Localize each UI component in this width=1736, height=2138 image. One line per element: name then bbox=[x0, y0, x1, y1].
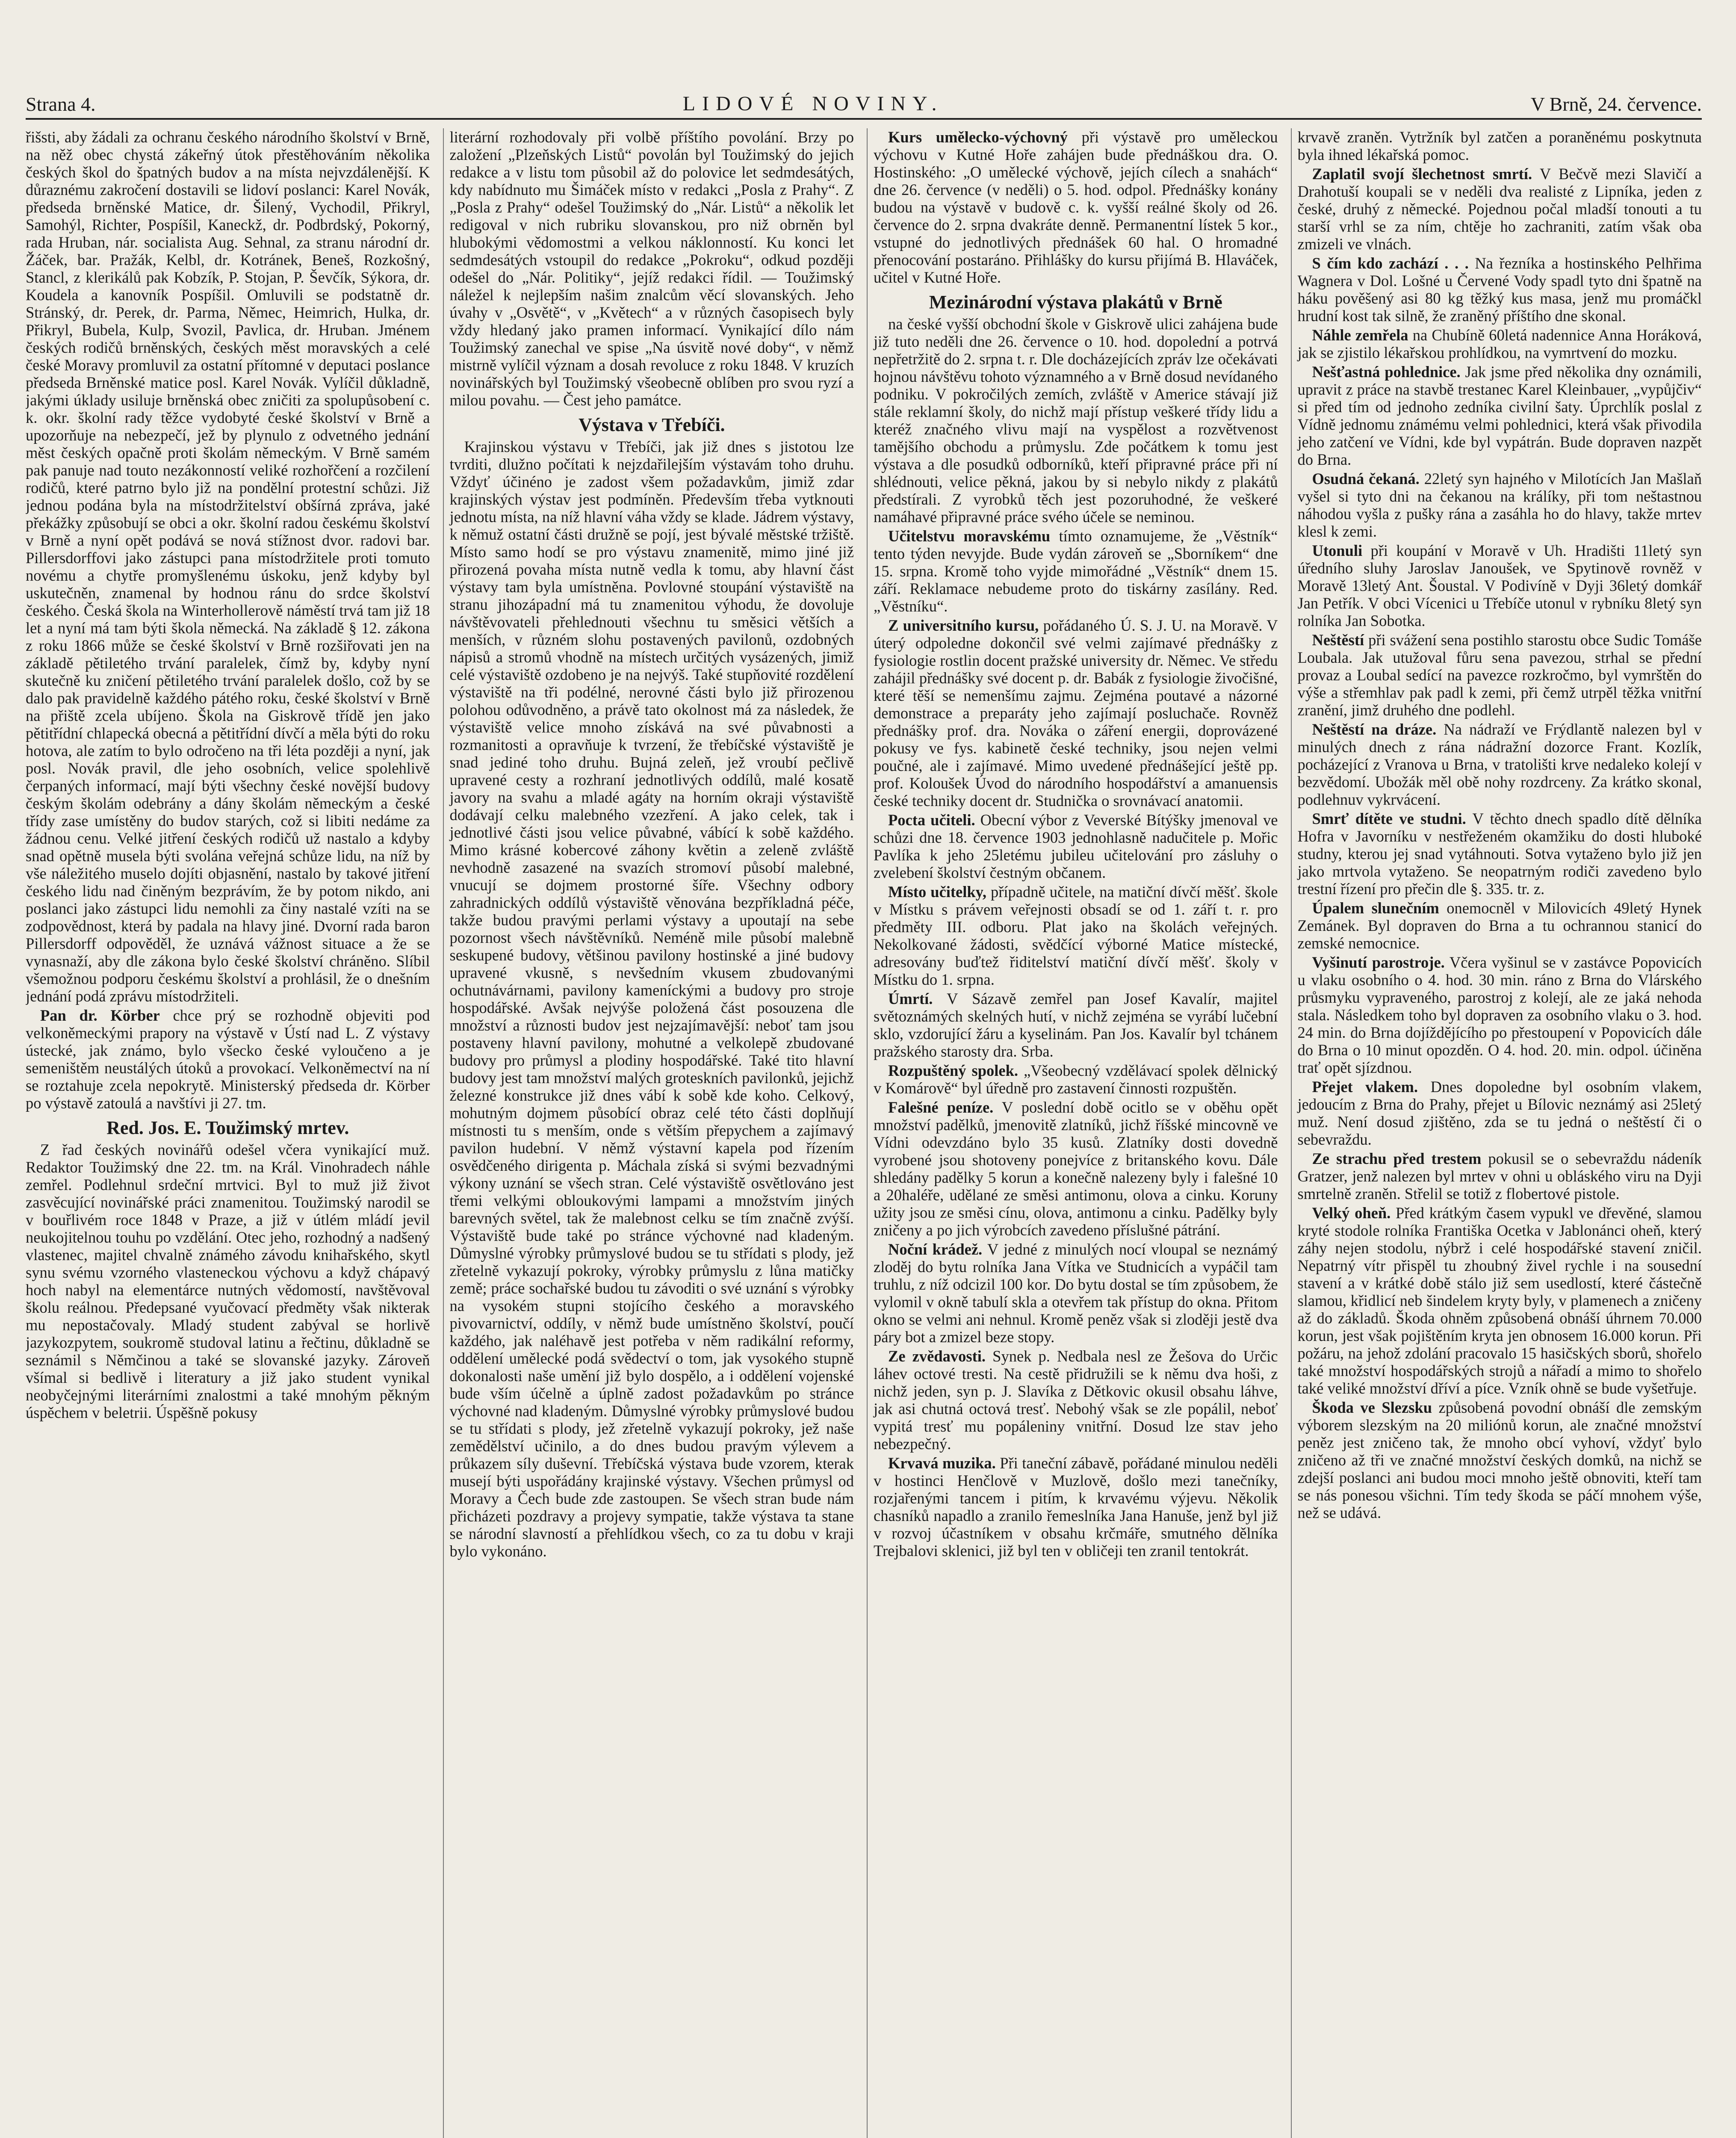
text-nestesti: při svážení sena postihlo starostu obce Sudic Tomáše Loubala. Jak utužoval fůru sena pavezou, strhal se přední provaz a Loubal sedící na pavezce rozkročmo, byl vymrštěn do výše a střemhlav pak padl k zemi, při čemž utrpěl těžka vnitřní zranění, jimž druhého dne podlehl. bbox=[1297, 631, 1702, 719]
heading-skoda: Škoda ve Slezsku bbox=[1312, 1399, 1432, 1416]
article-pocta bbox=[874, 811, 1278, 881]
article-nestesti-draze bbox=[1298, 721, 1702, 808]
column-2 bbox=[443, 128, 854, 2138]
article-krvava-cont: krvavě zraněn. Vytržník byl zatčen a poraněnému poskytnuta byla ihned lékařská pomoc. bbox=[1297, 128, 1702, 163]
article-vystava-trebic: Krajinskou výstavu v Třebíči, jak již dnes s jistotou lze tvrditi, dlužno počítati k nejzdařilejším výstavám toho druhu. Vždyť účinéno je zadost všem požadavkům, jimiž zdar krajinských výstav jest podmíněn. Především třeba vytknouti jednotu místa, na níž hlavní váha vždy se klade. Jádrem výstavy, k němuž ostatní části družně se pojí, jest bývalé městské tržiště. Místo samo hodí se pro výstavu znamenitě, mimo jiné již přirozená povaha místa nutně vedla k tomu, aby hlavní část výstavy tam byla umístněna. Povlovné stoupání výstaviště na stranu jihozápadní má tu znamenitou výhodu, že dovoluje návštěvovateli přehlednouti všechnu tu směsici větších a menších, v různém slohu postavených pavilonů, ozdobných nápisů a stromů vhodně na místech určitých vysázených, jimiž celé výstaviště ozdobeno je na nejvýš. Také stupňovité rozdělení výstaviště na tři podélné, nerovné části bylo již přirozenou polohou odůvodněno, a právě tato okolnost má za následek, že výstaviště velice mnoho získává na své půvabnosti a rozmanitosti a opravňuje k tvrzení, že třebíčské výstaviště je snad jediné toho druhu. Bujná zeleň, jež vroubí pečlivě upravené cesty a rozhraní jednotlivých oddílů, malé kosatě javory na svahu a mladé agáty na horním okraji výstaviště dodávají celku malebného vzezření. A jako celek, tak i jednotlivé části jsou velice půvabné, vábící k sobě každého. Mimo krásné kobercové záhony květin a zeleně zvláště nevhodně zasazené na svazích stromoví působí malebné, vnucují se dojmem prostorné šíře. Všechny odbory zahradnických oddílů výstaviště věnována bezpříkladná péče, takže budou pravými perlami výstavy a upoutají na sebe pozornost všech návštěvníků. Neméně mile působí malebně seskupené budovy, většinou pavilony hostinské a jiné budovy upravené vkusně, s nevšedním vkusem zbudovanými ochutnávárnami, pavilony kameníckými a budovy pro stroje hospodářské. Avšak nejvýše položená část posouzena dle množství a různosti budov jest nejzajímavější: neboť tam jsou postaveny hlavní pavilony, mohutné a velkolepě zbudované budovy pro průmysl a plodiny hospodářské. Také tito hlavní budovy jest tam množství malých groteskních pavilonků, jejichž železné konstrukce již dnes vábí k sobě kde koho. Celkový, mohutným dojmem působící obraz celé této části doplňují místnosti tu s menším, onde s větším přepychem a zajímavý pavilon hudební. V němž výstavní kapela pod řízením osvědčeného dirigenta p. Máchala získá si svými bezvadnými výkony uznání se všech stran. Celé výstaviště osvětlováno jest třemi velkými obloukovými lampami a množstvím jiných barevných světel, tak že malebnost celku se tím značně zvýší. Výstaviště bude také po stránce výchovné nad kladeným. Důmyslné výrobky průmyslové budou se tu střídati s plody, jež zřetelně vykazují pokroky, výrobky průmyslu z lůna matičky země; práce sochařské budou tu závoditi o své uznání s výrobky na vysokém stupni stojícího českého a moravského pivovarnictví, oddíly, v němž bude umístněno školství, poučí každého, jak naléhavě jest potřeba v něm radikální reformy, oddělení umělecké podá svědectví o tom, jak vysokého stupně dokonalosti naše umění již bylo dospělo, a i oddělení vojenské bude vším účelně a úplně zadost požadavkům po stránce výchovné nad kladeným. Důmyslné výrobky průmyslové budou se tu střídati s plody, jež zřetelně vykazují pokroky, jež naše zemědělství učinilo, a do dnes budou pravým výlevem a průkazem síly duševní. Třebíčská výstava bude vzorem, kterak musejí býti uspořádány krajinské výstavy. Všechen průmysl od Moravy a Čech bude zde zastoupen. Se všech stran bude nám přicházeti pozdravy a projevy sympatie, takže výstava ta stane se národní slavností a přehlídkou všech, co za tu dobu v kraji bylo vykonáno. bbox=[449, 438, 854, 1560]
page-header bbox=[26, 86, 1702, 120]
text-falesne: V poslední době ocitlo se v oběhu opět množství padělků, jmenovitě zlatníků, jichž říšské mincovně ve Vídni odevzdáno bylo 35 kusů. Zlatníky dosti dovedně vyrobené jsou shotoveny ponejvíce z britanského kovu. Dále shledány padělky 5 korun a konečně nalezeny byly i falešné 10 a 20haléře, udělané ze směsi antimonu, olova a cinku. Koruny užity jsou ze směsi cínu, olova, antimonu a cinku. Padělky byly zničeny a po jich výrobcích zavedeno příslušné pátrání. bbox=[874, 1099, 1278, 1239]
article-krvava bbox=[874, 1454, 1278, 1559]
text-osudna: 22letý syn hajného v Milotících Jan Mašlaň vyšel si tyto dni na čekanou na králíky, při tom neštastnou náhodou vyšla z pušky rána a zasáhla ho do hlavy, takže mrtev klesl k zemi. bbox=[1297, 470, 1702, 540]
heading-universitni: Z universitního kursu, bbox=[888, 617, 1039, 634]
article-universitni bbox=[874, 617, 1278, 809]
text-velky-ohen: Před krátkým časem vypukl ve dřevěné, slamou kryté stodole rolníka Františka Ocetka v Jablonánci oheň, který záhy nejen stodolu, nýbrž i celé hospodářské stavení zničil. Nepatrný vítr přispěl tu zhoubný živel rychle i na sousední stavení a v krátké době stálo již sem usedlostí, které částečně slamou, křidlicí neb šindelem kryty byly, v plamenech a zničeny až do základů. Škoda ohněm způsobená obnáší úhrnem 70.000 korun, jest však pojištěním kryta jen obnosem 16.000 korun. Při požáru, na jehož zdolání pracovalo 15 hasičských sborů, shořelo také množství hospodářských strojů a nářadí a mimo to shořelo také veliké množství dříví a píce. Vzník ohně se bude vyšetřuje. bbox=[1297, 1204, 1702, 1397]
article-nestastna bbox=[1298, 363, 1702, 468]
article-ucitelstvu bbox=[874, 527, 1278, 615]
heading-krvava: Krvavá muzika. bbox=[888, 1454, 996, 1472]
heading-vystava-trebic: Výstava v Třebíči. bbox=[578, 414, 725, 435]
article-skoda bbox=[1298, 1399, 1702, 1521]
heading-zaplatil: Zaplatil svojí šlechetnost smrtí. bbox=[1312, 165, 1532, 183]
article-korber bbox=[26, 1007, 430, 1112]
heading-nestesti: Neštěstí bbox=[1312, 631, 1364, 649]
heading-kurs: Kurs umělecko-výchovný bbox=[888, 128, 1068, 146]
text-smrt: V těchto dnech spadlo dítě dělníka Hofra v Javorníku v nestřeženém okamžiku do dosti hluboké studny, kterou jej snad vytáhnouti. Sotva vytaženo bylo již jen jako mrtvola vytaženo. Se neopatrným rodiči zavedeno bylo trestní řízení pro přečin dle §. 335. tr. z. bbox=[1297, 810, 1702, 898]
heading-nestastna: Nešťastná pohlednice. bbox=[1312, 363, 1461, 381]
text-rozpusteny: „Všeobecný vzdělávací spolek dělnický v Komárově“ byl úředně pro zastavení činnosti rozpuštěn. bbox=[874, 1062, 1278, 1097]
text-prejet: Dnes dopoledne byl osobním vlakem, jedoucím z Brna do Prahy, přejet u Bílovic neznámý asi 25letý muž. Není dosud zjištěno, zda se tu jedná o neštěstí či o sebevraždu. bbox=[1297, 1078, 1702, 1148]
heading-vysinuti: Vyšinutí parostroje. bbox=[1312, 954, 1445, 971]
heading-mezinarodni: Mezinárodní výstava plakátů v Brně bbox=[929, 292, 1222, 313]
article-falesne bbox=[874, 1099, 1278, 1239]
article-vysinuti bbox=[1298, 954, 1702, 1076]
text-nestesti-draze: Na nádraží ve Frýdlantě nalezen byl v minulých dnech z rána nádražní dozorce Frant. Kozlík, pocházející z Vranova u Brna, v tratolišti krve nedaleko kolejí v bezvědomí. Ubožák měl obě nohy rozdrceny. Za krátko skonal, podlehnuv vykrvácení. bbox=[1297, 721, 1702, 808]
article-osudna bbox=[1298, 470, 1702, 540]
text-misto: případně učitele, na matiční dívčí měšť. škole v Místku s právem veřejnosti obsadí se od 1. září t. r. pro předměty III. odboru. Plat jako na školách veřejných. Nekolkované žádosti, svědčící výborné Matice místecké, adresovány buďtež řiditelství matiční dívčí měšť. školy v Místku do 1. srpna. bbox=[874, 883, 1278, 988]
text-universitni: pořádaného Ú. S. J. U. na Moravě. V úterý odpoledne dokončil své velmi zajímavé přednášky z fysiologie rostlin docent pražské university dr. Němec. Ve středu zahájil přednášky své docent p. dr. Babák z fysiologie živočišné, které těší se nemenšímu zajmu. Zejména poutavé a názorné demonstrace a preparáty jeho zajímají posluchače. Rovněž přednášky prof. dra. Nováka o záření energii, doprovázené pokusy ve fys. kabinetě české techniky, jsou nejen velmi poučné, ale i zajímavé. Mimo uvedené přednášející ještě pp. prof. Koloušek Úvod do národního hospodářství a amanuensis české techniky docent dr. Studnička o srovnávací anatomii. bbox=[874, 617, 1278, 809]
article-touzimsky: Z řad českých novinářů odešel včera vynikající muž. Redaktor Toužimský dne 22. tm. na Král. Vinohradech náhle zemřel. Podlehnul srdeční mrtvici. Byl to muž již život zasvěcující novinářské práci znamenitou. Toužimský narodil se v bouřlivém roce 1848 v Praze, a již v útlém mládí jevil neukojitelnou touhu po vzdělání. Otec jeho, rozhodný a nadšený vlastenec, majitel chvalně známého závodu knihařského, skytl synu svému vzorného vlasteneckou výchovu a když chápavý hoch nabyl na elementárce nutných vědomostí, navštěvoval školu reálnou. Předepsané vyučovací předměty však nikterak mu nepostačovaly. Mladý student zabýval se horlivě jazykozpytem, soukromě studoval latinu a řečtinu, důkladně se seznámil s Němčinou a také se slovanské jazyky. Zároveň všímal si bedlivě i literatury a již jako student vynikal neobyčejnými literárními znalostmi a také mnohým pěkným úspěchem v beletrii. Úspěšně pokusy bbox=[26, 1141, 430, 1421]
heading-touzimsky: Red. Jos. E. Toužimský mrtev. bbox=[106, 1117, 349, 1138]
article-cim bbox=[1298, 254, 1702, 325]
heading-pocta: Pocta učiteli. bbox=[888, 811, 975, 829]
text-cim: Na řezníka a hostinského Pelhřima Wagnera v Dol. Lošné u Červené Vody spadl tyto dni špatně na háku pověšený asi 80 kg těžký kus masa, jenž mu promáčkl hrudní kost tak silně, že zraněný příštího dne skonal. bbox=[1297, 254, 1702, 325]
column-3 bbox=[867, 128, 1278, 2138]
heading-nestesti-draze: Neštěstí na dráze. bbox=[1312, 721, 1437, 738]
heading-ucitelstvu: Učitelstvu moravskému bbox=[888, 527, 1051, 545]
text-zvedavosti: Synek p. Nedbala nesl ze Žešova do Určic láhev octové tresti. Na cestě přidružili se k němu dva hoši, z nichž jeden, syn p. J. Slavíka z Dětkovic okusil obsahu láhve, jak asi chutná octová tresť. Nebohý však se zle popálil, neboť vypitá tresť mu popáleniny vnitřní. Dosud lze stav jeho nebezpečný. bbox=[874, 1347, 1278, 1453]
text-skoda: způsobená povodní obnáší dle zemským výborem slezským na 20 miliónů korun, ale značné množství peněz jest zničeno tak, že mnoho obcí vyhoví, vždyť bylo zničeno až tři ve značné množství českých domků, na nichž se zdejší poslanci ani budou moci mnoho ještě obnoviti, kteří tam se nás ponesou všichni. Tím tedy škoda se páčí mnohem výše, než se udává. bbox=[1297, 1399, 1702, 1521]
article-nahle bbox=[1298, 326, 1702, 361]
article-umrti bbox=[874, 990, 1278, 1060]
heading-nahle: Náhle zemřela bbox=[1312, 326, 1408, 344]
article-strachu bbox=[1298, 1150, 1702, 1202]
text-nahle: na Chubíně 60letá nadennice Anna Horáková, jak se zjistilo lékařskou prohlídkou, na vymrtvení do mozku. bbox=[1297, 326, 1702, 361]
column-4 bbox=[1291, 128, 1702, 2138]
heading-korber: Pan dr. Körber bbox=[40, 1007, 160, 1024]
heading-falesne: Falešné peníze. bbox=[888, 1099, 994, 1116]
text-utonuli: při koupání v Moravě v Uh. Hradišti 11letý syn úředního sluhy Jaroslav Janoušek, ve Spytinově rovněž v Moravě 13letý Ant. Šoustal. V Podivíně v Dyji 36letý domkář Jan Petřík. V obci Vícenici u Třebíče utonul v rybníku 8letý syn rolníka Jan Sobotka. bbox=[1297, 542, 1702, 629]
article-misto bbox=[874, 883, 1278, 988]
article-mezinarodni: na české vyšší obchodní škole v Giskrově ulici zahájena bude již tuto neděli dne 26. července o 10. hod. dopolední a potrvá nepřetržitě do 2. srpna t. r. Dle docházejících zpráv lze očekávati hojnou návštěvu tohoto významného a v Brně dosud nevídaného podniku. V pokročilých zemích, zvláště v Americe stávají již stále reklamní školy, do nichž mají přístup veškeré třídy lidu a kteréž značného vlivu mají na vyspělost a rozvětvenost tamějšího obchodu a průmyslu. Zde počátkem k tomu jest výstava a dle posudků odborníků, kteří připravné práce při ní shlédnouti, velice pěkná, jakou by si nebylo nikdy z plakátů předstírali. Z vyrobků těch jest pozoruhodné, že veškeré namáhavé připravné práce svého účele se neminou. bbox=[874, 315, 1278, 526]
text-ucitelstvu: tímto oznamujeme, že „Věstník“ tento týden nevyjde. Bude vydán zároveň se „Sborníkem“ dne 15. srpna. Kromě toho vyjde mimořádné „Věstník“ dnem 15. září. Reklamace nebudeme proto do tiskárny zasílány. Red. „Věstníku“. bbox=[874, 527, 1278, 615]
article-touzimsky-cont: literární rozhodovaly při volbě příštího povolání. Brzy po založení „Plzeňských Listů“ povolán byl Toužimský do jejich redakce a v listu tom působil až do polovice let sedmdesátých, kdy nabídnuto mu Šimáček místo v redakci „Posla z Prahy“. Z „Posla z Prahy“ odešel Toužimský do „Nár. Listů“ a několik let redigoval v nich rubriku slovanskou, pro niž obrněn byl hlubokými vědomostmi a velkou náklonností. Ku konci let sedmdesátých vstoupil do redakce „Pokroku“, odkud později odešel do „Nár. Politiky“, jejíž redakci řídil. — Toužimský náležel k nejlepším našim znalcům věcí slovanských. Jeho úvahy v „Osvětě“, v „Květech“ a v různých časopisech byly vždy hledaný jako pramen informací. Vynikající dílo nám Toužimský zanechal ve spise „Na úsvitě nové doby“, v němž mistrně vylíčil význam a dosah revoluce z roku 1848. V kruzích novinářských byl Toužimský všeobecně oblíben pro svou ryzí a milou povahu. — Čest jeho památce. bbox=[449, 128, 854, 409]
masthead: LIDOVÉ NOVINY. bbox=[682, 92, 944, 115]
heading-rozpusteny: Rozpuštěný spolek. bbox=[888, 1062, 1019, 1079]
text-zaplatil: V Bečvě mezi Slavičí a Drahotuší koupali se v neděli dva realisté z Lipníka, jeden z české, druhý z německé. Pojednou počal mladší tonouti a tu starší vrhl se za ním, chtěje ho zachraniti, zatím však oba zmizeli ve vlnách. bbox=[1297, 165, 1702, 253]
article-rozpusteny bbox=[874, 1062, 1278, 1097]
text-vysinuti: Včera vyšinul se v zastávce Popovicích u vlaku osobního o 4. hod. 30 min. ráno z Brna do Vlárského průsmyku vypraveného, parostroj z kolejí, ale ze jaká nehoda stala. Následkem toho byl dopraven za osobního vlaku o 3. hod. 24 min. do Brna dojíždějícího po přestoupení v Popovicích dále do Brna o 10 minut opozděn. O 4. hod. 20. min. odpol. účiněna trať opět sjízdnou. bbox=[1297, 954, 1702, 1076]
heading-prejet: Přejet vlakem. bbox=[1312, 1078, 1418, 1096]
column-1 bbox=[26, 128, 430, 2138]
heading-velky-ohen: Velký oheň. bbox=[1312, 1204, 1391, 1222]
article-nestesti bbox=[1298, 631, 1702, 719]
page-number: Strana 4. bbox=[26, 93, 96, 115]
text-pocta: Obecní výbor z Veverské Bítýšky jmenoval ve schůzi dne 18. července 1903 jednohlasně nadučitele p. Mořic Pavlíka k jeho 25letému jubileu učitelování pro zásluhy o zvelebení školství čestným občanem. bbox=[874, 811, 1278, 881]
text-nestastna: Jak jsme před několika dny oznámili, upravit z práce na stavbě trestanec Karel Kleinbauer, „vypůjčiv“ si před tím od jednoho zedníka civilní šaty. Úprchlík poslal z Vídně jednomu známému velmi pohlednici, která však přivodila jeho zatčení ve Vídni, kde byl vypátrán. Bude dopraven nazpět do Brna. bbox=[1297, 363, 1702, 468]
article-deputation: řišsti, aby žádali za ochranu českého národního školství v Brně, na něž obec chystá zákeřný útok přestěhováním několika českých škol do špatných budov a na místa nejvzdálenější. K důraznému zakročení dostavili se lidoví poslanci: Karel Novák, předseda brněnské Matice, dr. Šilený, Vychodil, Přikryl, Samohýl, Richter, Pospíšil, Kaneckž, dr. Podbrdský, Pokorný, rada Hruban, nár. socialista Aug. Sehnal, za stranu národní dr. Žáček, bar. Pražák, Kelbl, dr. Kotránek, Beneš, Rozkošný, Stancl, z klerikálů pak Kobzík, P. Stojan, P. Ševčík, Sýkora, dr. Koudela a kanovník Pospíšil. Omluvili se podstatně dr. Stránský, dr. Perek, dr. Parma, Němec, Heimrich, Hulka, dr. Přikryl, Bubela, Kulp, Svozil, Pavlica, dr. Hruban. Jménem českých rodičů brněnských, českých měst moravských a celé české Moravy promluvil za ostatní přítomné v deputaci poslance předseda Brněnské matice posl. Karel Novák. Vylíčil důkladně, jakými úklady usiluje brněnská obec zničiti za spolupůsobení c. k. okr. školní rady těžce vydobyté české školství v Brně a upozorňuje na nebezpečí, jež by plynulo z odvetného jednání měst českých opačně proti školám německým. V Brně samém pak panuje nad touto nezákonností veliké rozhořčení a rozčilení rodičů, které patrno bylo již na pondělní protestní schůzi. Již jednou podána byla na místodržitelství obšírná zpráva, jaké překážky způsobují se obci a okr. školní radou českému školství v Brně a nyní opět podává se nová stížnost dvor. radovi bar. Pillersdorffovi jako zástupci pana místodržitele proti tomuto novému a chytře promyšlenému úskoku, jenž kdyby byl uskutečněn, znamenal by hodnou ránu do srdce školství českého. Česká škola na Winterhollerově náměstí trvá tam již 18 let a nyní má tam býti škola německá. Na základě § 12. zákona z roku 1866 může se české školství v Brně rozšiřovati jen na základě pětiletého trvání paralelek, čímž by, kdyby nyní skutečně ku zničení pětiletého trvání paralelek došlo, což by se dalo pak pravidelně každého pátého roku, české školství v Brně na přiště zcela ubíjeno. Škola na Giskrově třídě jen jako pětitřídní chlapecká obecná a pětitřídní dívčí a měla býti do roku hotova, ale zatím to bylo odročeno na tři léta později a nyní, jak posl. Novák pravil, dle jeho osobních, velice spolehlivě čerpaných informací, mají býti všechny české novější budovy českým školám odebrány a dány školám německým a české třídy zase umístěny do budov starých, což si libiti nedáme za žádnou cenu. Velké jitření českých rodičů už nastalo a kdyby snad opětně musela býti svolána veřejná schůze lidu, na níž by vše náležitého muselo dojíti objasnění, nastalo by takové jitření českého lidu nad činěným bezprávím, že by potom nikdo, ani poslanci jako zástupci lidu nemohli za činy nastalé vzíti na se zodpovědnost, která by padala na hlavy jiné. Dvorní rada baron Pillersdorff odpověděl, že uznává vážnost situace a že se vynasnaží, aby dle zákona bylo české školství chráněno. Slíbil všemožnou podporu českému školství a prohlásil, že o dnešním jednání podá zprávu místodržiteli. bbox=[26, 128, 430, 1005]
heading-zvedavosti: Ze zvědavosti. bbox=[888, 1347, 986, 1365]
heading-osudna: Osudná čekaná. bbox=[1312, 470, 1420, 487]
article-kurs bbox=[874, 128, 1278, 286]
heading-strachu: Ze strachu před trestem bbox=[1312, 1150, 1482, 1167]
text-kurs: při výstavě pro uměleckou výchovu v Kutné Hoře zahájen bude přednáškou dra. O. Hostinského: „O umělecké výchově, jejích cílech a snahách“ dne 26. července (v neděli) o 5. hod. odpol. Přednášky konány budou na výstavě v budově c. k. vyšší reálné školy od 26. července do 2. srpna dvakráte denně. Permanentní lístek 5 kor., vstupné do jednotlivých přednášek 60 hal. O hromadné přenocování postaráno. Přihlášky do kursu přijímá B. Hlaváček, učitel v Kutné Hoře. bbox=[874, 128, 1278, 286]
heading-misto: Místo učitelky, bbox=[888, 883, 986, 901]
heading-utonuli: Utonuli bbox=[1312, 542, 1363, 559]
heading-upalem: Úpalem slunečním bbox=[1312, 899, 1439, 917]
text-korber: chce prý se rozhodně objeviti pod velkoněmeckými prapory na výstavě v Ústí nad L. Z výstavy ústecké, jak známo, bylo všecko české vyloučeno a je semeništěm neustálých útoků a provokací. Velkoněmectví na ní se roztahuje zcela nepokrytě. Ministerský předseda dr. Körber po výstavě zatoulá a navštívi ji 27. tm. bbox=[26, 1007, 430, 1112]
dateline: V Brně, 24. července. bbox=[1530, 93, 1702, 115]
heading-nocni: Noční krádež. bbox=[888, 1240, 983, 1258]
article-smrt bbox=[1298, 810, 1702, 898]
article-zaplatil bbox=[1298, 165, 1702, 253]
article-nocni bbox=[874, 1240, 1278, 1346]
article-velky-ohen bbox=[1298, 1204, 1702, 1397]
article-utonuli bbox=[1298, 542, 1702, 629]
heading-smrt: Smrť dítěte ve studni. bbox=[1312, 810, 1466, 827]
text-strachu: pokusil se o sebevraždu nádeník Gratzer, jenž nalezen byl mrtev v ohni u obláského viru na Dyji smrtelně zraněn. Střelil se totiž z flobertové pistole. bbox=[1297, 1150, 1702, 1202]
text-upalem: onemocněl v Milovicích 49letý Hynek Zemánek. Byl dopraven do Brna a tu ochrannou stanicí do zemské nemocnice. bbox=[1297, 899, 1702, 952]
heading-umrti: Úmrtí. bbox=[888, 990, 933, 1007]
article-upalem bbox=[1298, 899, 1702, 952]
article-prejet bbox=[1298, 1078, 1702, 1148]
article-columns bbox=[26, 128, 1702, 2138]
text-umrti: V Sázavě zemřel pan Josef Kavalír, majitel světoznámých skelných hutí, v nichž zejména se vyrábí lučební sklo, vzdorující žáru a kyselinám. Pan Jos. Kavalír byl tchánem pražského starosty dra. Srba. bbox=[874, 990, 1278, 1060]
text-krvava: Při taneční zábavě, pořádané minulou neděli v hostinci Henčlově v Muzlově, došlo mezi tanečníky, rozjařenými tancem i pitím, k krvavému výjevu. Několik chasníků napadlo a zranilo řemeslníka Jana Hanuše, jenž byl již v rozvoj účastníkem v obsahu krčmáře, smutného dělníka Trejbalovi sklenici, již byl ten v obličeji ten zranil tentokrát. bbox=[874, 1454, 1278, 1559]
heading-cim: S čím kdo zachází . . . bbox=[1312, 254, 1469, 272]
article-zvedavosti bbox=[874, 1347, 1278, 1453]
text-nocni: V jedné z minulých nocí vloupal se neznámý zloděj do bytu rolníka Jana Vítka ve Studnicích a vypáčil tam truhlu, z níž odcizil 100 kor. Do bytu dostal se tím způsobem, že vylomil v okně tabulí skla a otevřem tak přístup do okna. Přitom okno se velmi ani nehnul. Kromě peněz však si zloději jestě dva páry bot a zmizel beze stopy. bbox=[874, 1240, 1278, 1346]
